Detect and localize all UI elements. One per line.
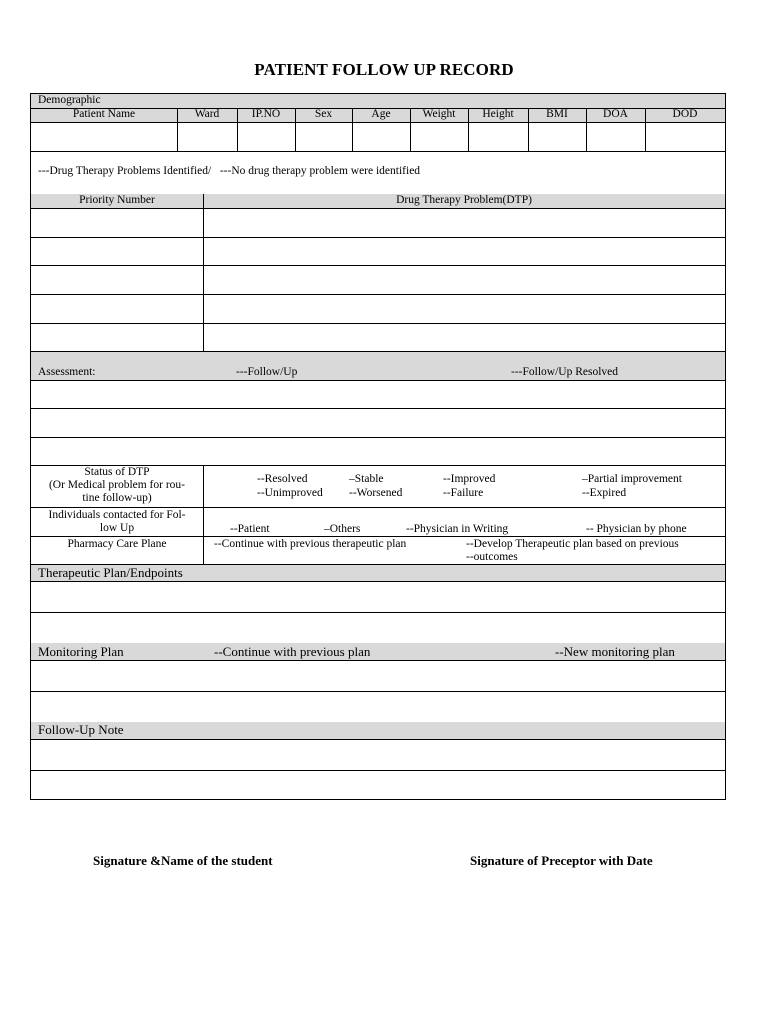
- status-worsened[interactable]: --Worsened: [349, 487, 403, 499]
- demographic-label: Demographic: [38, 94, 101, 106]
- assessment-follow-up[interactable]: ---Follow/Up: [236, 366, 298, 378]
- col-age: Age: [371, 108, 391, 120]
- status-resolved[interactable]: --Resolved: [257, 473, 308, 485]
- therapeutic-label: Therapeutic Plan/Endpoints: [38, 565, 183, 580]
- col-patient-name: Patient Name: [72, 108, 136, 120]
- col-ip-no: IP.NO: [251, 108, 281, 120]
- pharmacy-continue[interactable]: --Continue with previous therapeutic plan: [214, 538, 407, 550]
- col-sex: Sex: [314, 108, 333, 120]
- status-dtp-label: Status of DTP (Or Medical problem for rou- tine follow-up): [48, 466, 186, 504]
- monitoring-label: Monitoring Plan: [38, 644, 124, 659]
- dtp-not-identified-text: ---No drug therapy problem were identified: [219, 165, 421, 177]
- preceptor-signature: Signature of Preceptor with Date: [470, 853, 653, 868]
- status-partial-improvement[interactable]: –Partial improvement: [582, 473, 682, 485]
- individuals-others[interactable]: –Others: [324, 523, 361, 535]
- dtp-identified-option[interactable]: [38, 165, 420, 178]
- status-stable[interactable]: –Stable: [349, 473, 384, 485]
- col-ward: Ward: [194, 108, 220, 120]
- student-signature: Signature &Name of the student: [93, 853, 273, 868]
- follow-up-note-label: Follow-Up Note: [38, 722, 124, 737]
- follow-up-form: [30, 93, 726, 800]
- individuals-physician-phone[interactable]: -- Physician by phone: [586, 523, 687, 535]
- col-bmi: BMI: [546, 108, 568, 120]
- assessment-label: Assessment:: [38, 366, 96, 378]
- status-failure[interactable]: --Failure: [443, 487, 484, 499]
- individuals-label: Individuals contacted for Fol- low Up: [48, 509, 186, 534]
- monitoring-continue[interactable]: --Continue with previous plan: [214, 644, 371, 659]
- pharmacy-care-label: Pharmacy Care Plane: [67, 538, 167, 550]
- dtp-header: Drug Therapy Problem(DTP): [396, 194, 532, 206]
- assessment-row: [31, 351, 725, 380]
- assessment-follow-up-resolved[interactable]: ---Follow/Up Resolved: [511, 366, 619, 378]
- dtp-identified-text: ---Drug Therapy Problems Identified/: [38, 165, 212, 177]
- col-dod: DOD: [672, 108, 698, 120]
- col-height: Height: [482, 108, 514, 120]
- status-unimproved[interactable]: --Unimproved: [257, 487, 323, 499]
- col-weight: Weight: [422, 108, 456, 120]
- priority-number-header: Priority Number: [79, 194, 155, 206]
- status-improved[interactable]: --Improved: [443, 473, 496, 485]
- pharmacy-develop[interactable]: --Develop Therapeutic plan based on previous --outcomes: [466, 538, 679, 563]
- col-doa: DOA: [603, 108, 628, 120]
- status-expired[interactable]: --Expired: [582, 487, 627, 499]
- individuals-patient[interactable]: --Patient: [230, 523, 270, 535]
- follow-up-note-header: [31, 722, 725, 739]
- individuals-physician-writing[interactable]: --Physician in Writing: [406, 523, 509, 535]
- monitoring-new[interactable]: --New monitoring plan: [555, 644, 675, 659]
- page-title: PATIENT FOLLOW UP RECORD: [254, 60, 514, 79]
